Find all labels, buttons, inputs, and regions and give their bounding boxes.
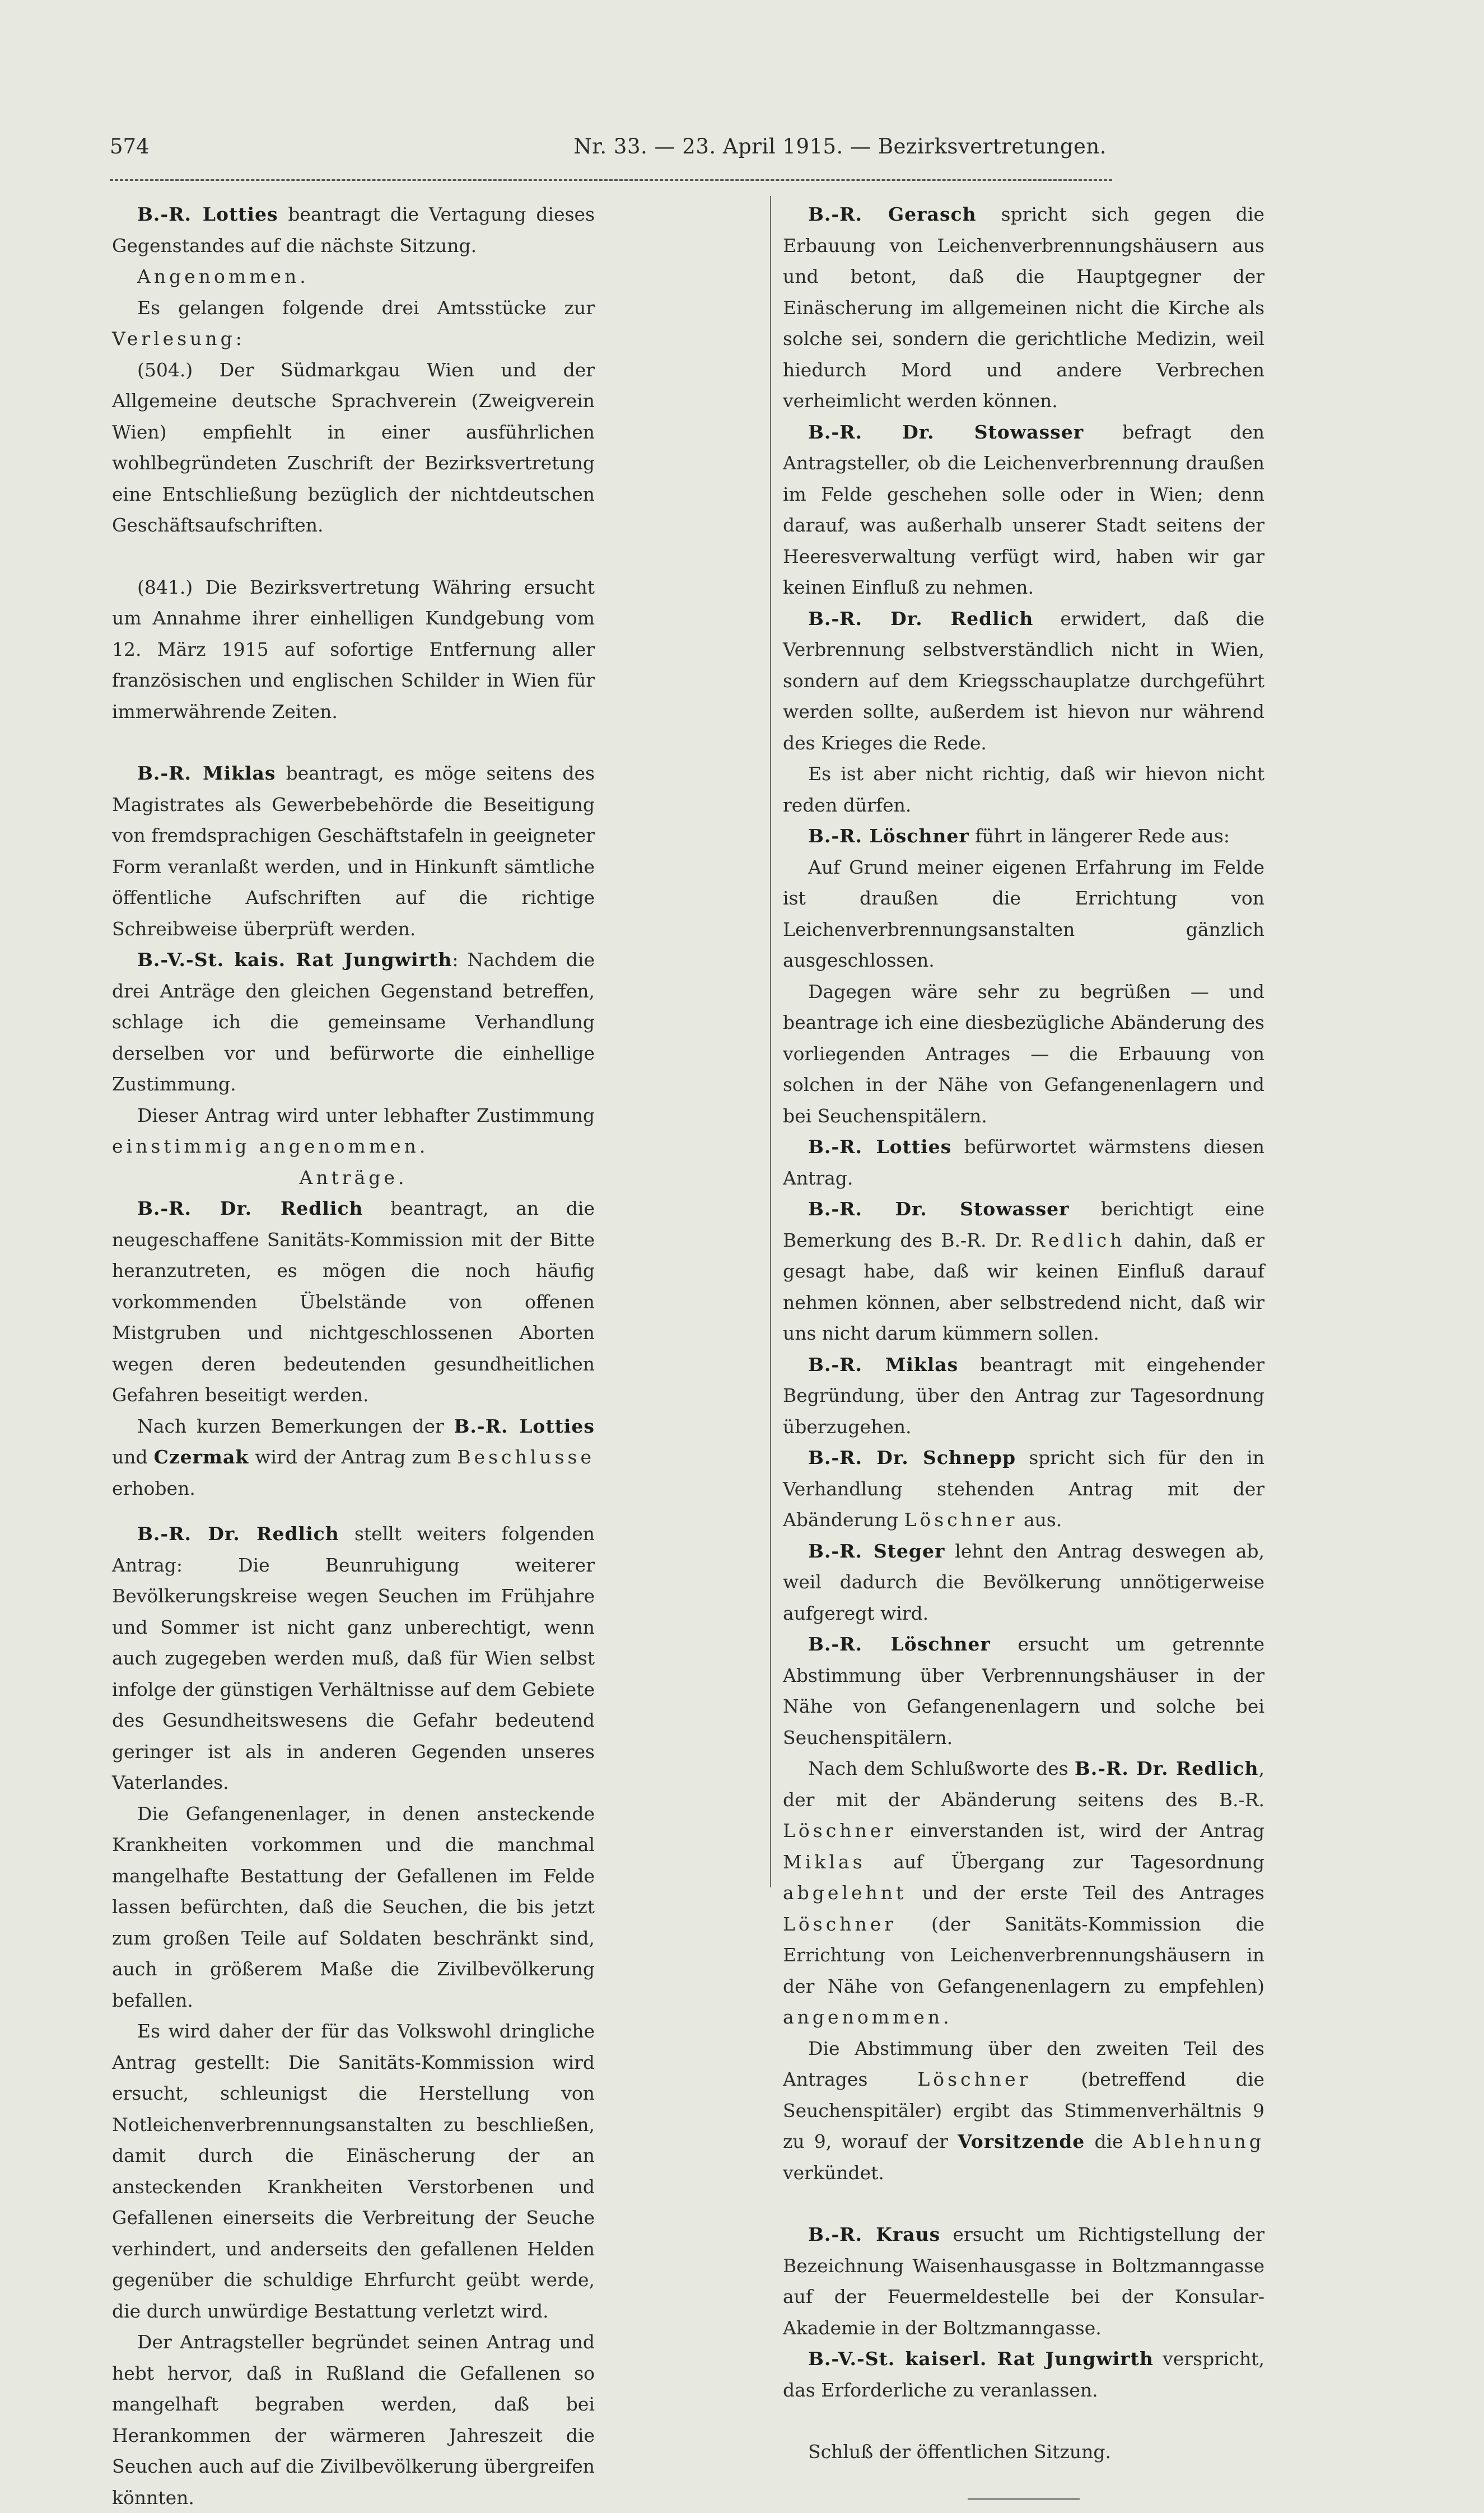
speaker: B.-R. Löschner [808, 825, 969, 847]
paragraph: (504.) Der Südmarkgau Wien und der Allgemeine deutsche Sprachverein (Zweigverein Wien) empfiehlt in einer ausführlichen wohlbegründeten Zuschrift der Bezirksvertretung eine Entschließung bezüglich der nichtdeutschen Geschäftsaufschriften. [112, 358, 595, 536]
paragraph-text: ersucht um Richtigstellung der Bezeichnung Waisenhausgasse in Boltzmanngasse auf der Feuermeldestelle bei der Konsular-Akademie in der Boltzmanngasse. [783, 2223, 1264, 2339]
speaker: B.-R. Miklas [137, 762, 276, 784]
paragraph-text: beantragt, an die neugeschaffene Sanitäts-Kommission mit der Bitte heranzutreten, es mögen die noch häufig vorkommenden Übelstände von offenen Mistgruben und nichtgeschlossenen Aborten wegen deren bedeutenden gesundheitlichen Gefahren beseitigt werden. [112, 1197, 595, 1406]
paragraph-text: stellt weiters folgenden Antrag: Die Beunruhigung weiterer Bevölkerungskreise wegen Seuchen im Frühjahre und Sommer ist nicht ganz unberechtigt, wenn auch zugegeben werden muß, daß für Wien selbst infolge der günstigen Verhältnisse auf dem Gebiete des Gesundheitswesens die Gefahr bedeutend geringer ist als in anderen Gegenden unseres Vaterlandes. [112, 1523, 595, 1793]
paragraph [783, 1131, 1264, 1193]
paragraph [783, 1536, 1264, 1629]
speaker: Czermak [153, 1446, 249, 1468]
paragraph [112, 292, 595, 355]
speaker: B.-R. Dr. Redlich [1074, 1757, 1259, 1779]
spaced-text: Beschlusse [457, 1446, 595, 1468]
paragraph-text: beantragt mit eingehender Begründung, über den Antrag zur Tagesordnung überzugehen. [783, 1353, 1264, 1438]
paragraph-text: verspricht, das Erforderliche zu veranlassen. [783, 2348, 1265, 2401]
paragraph-text: führt in längerer Rede aus: [969, 825, 1230, 847]
paragraph-text: Es gelangen folgende drei Amtsstücke zur [137, 296, 595, 319]
paragraph-text: Nach kurzen Bemerkungen der [137, 1415, 454, 1437]
paragraph [112, 758, 595, 944]
paragraph [783, 1442, 1264, 1536]
paragraph-text: spricht sich gegen die Erbauung von Leichenverbrennungshäusern aus und betont, daß die Hauptgegner der Einäscherung im allgemeinen nicht die Kirche als solche sei, sondern die gerichtliche Medizin, weil hiedurch Mord und andere Verbrechen verheimlicht werden können. [783, 203, 1264, 412]
paragraph: Es wird daher der für das Volkswohl dringliche Antrag gestellt: Die Sanitäts-Kommission wird ersucht, schleunigst die Herstellung von Notleichenverbrennungsanstalten zu beschließen, damit durch die Einäscherung der an ansteckenden Krankheiten Verstorbenen und Gefallenen einerseits die Verbreitung der Seuche verhindert, und anderseits den gefallenen Helden gegenüber die schuldige Ehrfurcht geübt werde, die durch unwürdige Bestattung verletzt wird. [112, 2020, 595, 2322]
paragraph: Die Gefangenenlager, in denen ansteckende Krankheiten vorkommen und die manchmal mangelhafte Bestattung der Gefallenen im Felde lassen befürchten, daß die Seuchen, die bis jetzt zum großen Teile auf Soldaten beschränkt sind, auch in größerem Maße die Zivilbevölkerung befallen. [112, 1802, 595, 2011]
paragraph [112, 1100, 595, 1162]
spaced-text: Löschner [783, 1820, 897, 1841]
spaced-text: Löschner [904, 1509, 1018, 1531]
paragraph-text: und der erste Teil des Antrages [907, 1882, 1264, 1904]
speaker: B.-R. Dr. Stowasser [808, 1198, 1070, 1220]
spaced-text: angenommen [783, 2006, 944, 2028]
speaker: B.-R. Löschner [808, 1633, 991, 1655]
speaker: B.-R. Gerasch [808, 203, 977, 225]
speaker: B.-R. Steger [808, 1540, 945, 1562]
header-rule [110, 179, 1112, 181]
paragraph-text: berichtigt eine Bemerkung des B.-R. Dr. [783, 1198, 1264, 1251]
paragraph-text: aus. [1018, 1509, 1062, 1531]
paragraph-text: spricht sich für den in Verhandlung stehenden Antrag mit der Abänderung [783, 1447, 1264, 1531]
paragraph [783, 2219, 1264, 2343]
paragraph-text: beantragt, es möge seitens des Magistrates als Gewerbebehörde die Beseitigung von fremdsprachigen Geschäftstafeln in geeigneter Form veranlaßt werden, und in Hinkunft sämtliche öffentliche Aufschriften auf die richtige Schreibweise überprüft werden. [112, 762, 595, 940]
paragraph-text: . [419, 1135, 426, 1157]
paragraph-text: verkündet. [783, 2161, 884, 2184]
paragraph-text: einverstanden ist, wird der Antrag [897, 1820, 1264, 1841]
paragraph-text: erhoben. [112, 1477, 195, 1499]
paragraph [112, 1193, 595, 1411]
spaced-text: Verlesung [112, 328, 236, 349]
left-column [112, 199, 595, 2513]
speaker: B.-V.-St. kaiserl. Rat Jungwirth [808, 2348, 1154, 2370]
paragraph [783, 2033, 1264, 2189]
paragraph-text: dahin, daß er gesagt habe, daß wir keinen Einfluß darauf nehmen können, aber selbstredend nicht, daß wir uns nicht darum kümmern sollen. [783, 1229, 1264, 1344]
paragraph-text: : Nachdem die drei Anträge den gleichen Gegenstand betreffen, schlage ich die gemeinsame Verhandlung derselben vor und befürworte die einhellige Zustimmung. [112, 949, 595, 1095]
paragraph-text: erwidert, daß die Verbrennung selbstverständlich nicht in Wien, sondern auf dem Kriegsschauplatze durchgeführt werden sollte, außerdem ist hievon nur während des Krieges die Rede. [783, 607, 1264, 754]
page-header [110, 134, 1107, 168]
speaker: B.-R. Lotties [137, 203, 278, 225]
paragraph [783, 1349, 1264, 1443]
paragraph-text: befürwortet wärmstens diesen Antrag. [783, 1136, 1264, 1189]
paragraph [783, 1193, 1264, 1349]
paragraph: Auf Grund meiner eigenen Erfahrung im Felde ist draußen die Errichtung von Leichenverbrennungsanstalten gänzlich ausgeschlossen. [783, 856, 1264, 971]
paragraph [783, 603, 1264, 759]
paragraph [783, 2343, 1264, 2405]
paragraph [112, 199, 595, 261]
page-number: 574 [110, 134, 150, 158]
paragraph-text: lehnt den Antrag deswegen ab, weil dadurch die Bevölkerung unnötigerweise aufgeregt wird. [783, 1540, 1264, 1624]
paragraph-text: Dieser Antrag wird unter lebhafter Zustimmung [137, 1104, 595, 1126]
paragraph-text: Nach dem Schlußworte des [808, 1757, 1075, 1779]
speaker: B.-V.-St. kais. Rat Jungwirth [137, 949, 452, 971]
paragraph: Dagegen wäre sehr zu begrüßen — und beantrage ich eine diesbezügliche Abänderung des vorliegenden Antrages — die Erbauung von solchen in der Nähe von Gefangenenlagern und bei Seuchenspitälern. [783, 980, 1264, 1127]
paragraph [783, 1629, 1264, 1753]
speaker: Vorsitzende [958, 2130, 1085, 2152]
paragraph-text: befragt den Antragsteller, ob die Leichenverbrennung draußen im Felde geschehen solle oder in Wien; denn darauf, was außerhalb unserer Stadt seitens der Heeresverwaltung verfügt wird, haben wir gar keinen Einfluß zu nehmen. [783, 421, 1264, 598]
speaker: B.-R. Lotties [454, 1415, 595, 1437]
paragraph [112, 1411, 595, 1504]
paragraph-text: . [943, 2006, 949, 2028]
spaced-text: Löschner [917, 2068, 1032, 2090]
paragraph-text: beantragt die Vertagung dieses Gegenstandes auf die nächste Sitzung. [112, 203, 595, 257]
spaced-text: einstimmig angenommen [112, 1135, 419, 1157]
column-divider [770, 196, 771, 1887]
paragraph [112, 944, 595, 1100]
speaker: B.-R. Dr. Stowasser [808, 421, 1084, 443]
paragraph-text: auf Übergang zur Tagesordnung [865, 1850, 1264, 1873]
speaker: B.-R. Dr. Redlich [137, 1197, 363, 1219]
paragraph: Der Antragsteller begründet seinen Antrag und hebt hervor, daß in Rußland die Gefallenen so mangelhaft begraben werden, daß bei Herankommen der wärmeren Jahreszeit die Seuchen auch auf die Zivilbevölkerung übergreifen könnten. [112, 2331, 595, 2509]
paragraph-text: und [112, 1446, 154, 1468]
paragraph [783, 199, 1264, 417]
spaced-text: abgelehnt [783, 1882, 907, 1904]
end-rule [968, 2498, 1080, 2500]
closing-line: Schluß der öffentlichen Sitzung. [808, 2441, 1112, 2463]
paragraph: Angenommen. [137, 265, 309, 287]
paragraph-text: Die Abstimmung über den zweiten Teil des Antrages [783, 2037, 1264, 2090]
paragraph-text: ersucht um getrennte Abstimmung über Verbrennungshäuser in der Nähe von Gefangenenlagern und solche bei Seuchenspitälern. [783, 1633, 1264, 1749]
paragraph [783, 417, 1264, 603]
paragraph-text: , der mit der Abänderung seitens des B.-R. [783, 1757, 1264, 1811]
spaced-text: Redlich [1031, 1229, 1126, 1251]
speaker: B.-R. Kraus [808, 2223, 941, 2245]
running-title: Nr. 33. — 23. April 1915. — Bezirksvertretungen. [573, 134, 1107, 158]
paragraph [783, 820, 1264, 852]
speaker: B.-R. Miklas [808, 1353, 959, 1376]
speaker: B.-R. Lotties [808, 1136, 952, 1158]
paragraph-text: die [1085, 2130, 1133, 2152]
right-column [783, 199, 1264, 2500]
paragraph-text: wird der Antrag zum [249, 1446, 458, 1468]
paragraph-text: (betreffend die Seuchenspitäler) ergibt das Stimmenverhältnis 9 zu 9, worauf der [783, 2068, 1265, 2152]
spaced-text: Löschner [783, 1913, 897, 1935]
paragraph: Es ist aber nicht richtig, daß wir hievon nicht reden dürfen. [783, 763, 1264, 816]
paragraph: (841.) Die Bezirksvertretung Währing ersucht um Annahme ihrer einhelligen Kundgebung vom 12. März 1915 auf sofortige Entfernung aller französischen und englischen Schilder in Wien für immerwährende Zeiten. [112, 576, 595, 722]
speaker: B.-R. Dr. Redlich [808, 607, 1034, 630]
spaced-text: Miklas [783, 1850, 866, 1873]
paragraph-text: : [235, 328, 242, 349]
speaker: B.-R. Dr. Schnepp [808, 1447, 1016, 1468]
section-heading: Anträge. [299, 1166, 408, 1188]
speaker: B.-R. Dr. Redlich [137, 1523, 339, 1545]
paragraph [783, 1753, 1264, 2033]
spaced-text: Ablehnung [1132, 2130, 1264, 2152]
paragraph [112, 1518, 595, 1798]
paragraph-text: (der Sanitäts-Kommission die Errichtung von Leichenverbrennungshäusern in der Nähe von Gefangenenlagern zu empfehlen) [783, 1913, 1264, 1997]
